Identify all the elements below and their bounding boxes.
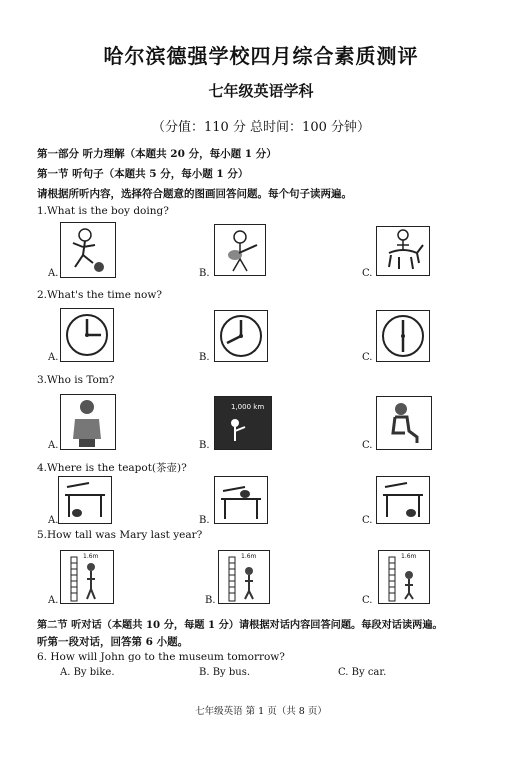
ruler-label-b: 1.6m bbox=[241, 553, 257, 560]
subject-title: 七年级英语学科 bbox=[208, 82, 314, 100]
q5-option-b: B. bbox=[205, 595, 216, 606]
instruction: 请根据所听内容，选择符合题意的图画回答问题。每个句子读两遍。 bbox=[37, 188, 352, 200]
score-info: （分值：110 分 总时间：100 分钟） bbox=[151, 120, 371, 135]
q2-option-b: B. bbox=[199, 352, 210, 363]
ruler-label-c: 1.6m bbox=[401, 553, 417, 560]
question-3: 3.Who is Tom? bbox=[37, 374, 115, 386]
teacher-at-board-icon bbox=[214, 396, 272, 450]
q1-option-b: B. bbox=[199, 268, 210, 279]
ruler-label-a: 1.6m bbox=[83, 553, 99, 560]
q6-option-c: C. By car. bbox=[338, 667, 387, 678]
teapot-table-icon-b bbox=[214, 476, 268, 524]
question-2: 2.What's the time now? bbox=[37, 289, 162, 301]
boy-playing-football-icon bbox=[60, 222, 116, 278]
exam-title: 哈尔滨德强学校四月综合素质测评 bbox=[103, 44, 419, 68]
question-4: 4.Where is the teapot(茶壶)? bbox=[37, 462, 187, 474]
clock-icon-a bbox=[60, 308, 114, 362]
question-5: 5.How tall was Mary last year? bbox=[37, 529, 203, 541]
q5-option-a: A. bbox=[48, 595, 59, 606]
q2-option-c: C. bbox=[362, 352, 373, 363]
boy-playing-guitar-icon bbox=[214, 224, 266, 276]
q2-option-a: A. bbox=[48, 352, 59, 363]
height-ruler-icon-a bbox=[60, 550, 114, 604]
teapot-table-icon-c bbox=[376, 476, 430, 524]
q3-option-c: C. bbox=[362, 440, 373, 451]
page-footer: 七年级英语 第 1 页（共 8 页） bbox=[195, 706, 327, 717]
height-ruler-icon-b bbox=[218, 550, 270, 604]
clock-icon-b bbox=[214, 310, 268, 362]
clock-icon-c bbox=[376, 310, 430, 362]
q6-option-a: A. By bike. bbox=[60, 667, 115, 678]
question-6: 6. How will John go to the museum tomorrow? bbox=[37, 651, 285, 663]
section2-heading: 第二节 听对话（本题共 10 分，每题 1 分）请根据对话内容回答问题。每段对话读两遍。 bbox=[37, 619, 443, 631]
part1-heading: 第一部分 听力理解（本题共 20 分，每小题 1 分） bbox=[37, 148, 277, 160]
q4-option-c: C. bbox=[362, 515, 373, 526]
q3-option-b: B. bbox=[199, 440, 210, 451]
q4-option-b: B. bbox=[199, 515, 210, 526]
boy-riding-horse-icon bbox=[376, 226, 430, 276]
section2-sub: 听第一段对话，回答第 6 小题。 bbox=[37, 636, 189, 648]
section1-heading: 第一节 听句子（本题共 5 分，每小题 1 分） bbox=[37, 168, 249, 180]
q1-option-a: A. bbox=[48, 268, 59, 279]
q4-option-a: A. bbox=[48, 515, 59, 526]
q6-option-b: B. By bus. bbox=[199, 667, 251, 678]
q5-option-c: C. bbox=[362, 595, 373, 606]
q1-option-c: C. bbox=[362, 268, 373, 279]
question-1: 1.What is the boy doing? bbox=[37, 205, 169, 217]
height-ruler-icon-c bbox=[378, 550, 430, 604]
sitting-person-icon bbox=[376, 396, 432, 450]
man-icon bbox=[60, 394, 116, 450]
q3-option-a: A. bbox=[48, 440, 59, 451]
board-text: 1,000 km bbox=[231, 403, 265, 411]
teapot-table-icon-a bbox=[58, 476, 112, 524]
